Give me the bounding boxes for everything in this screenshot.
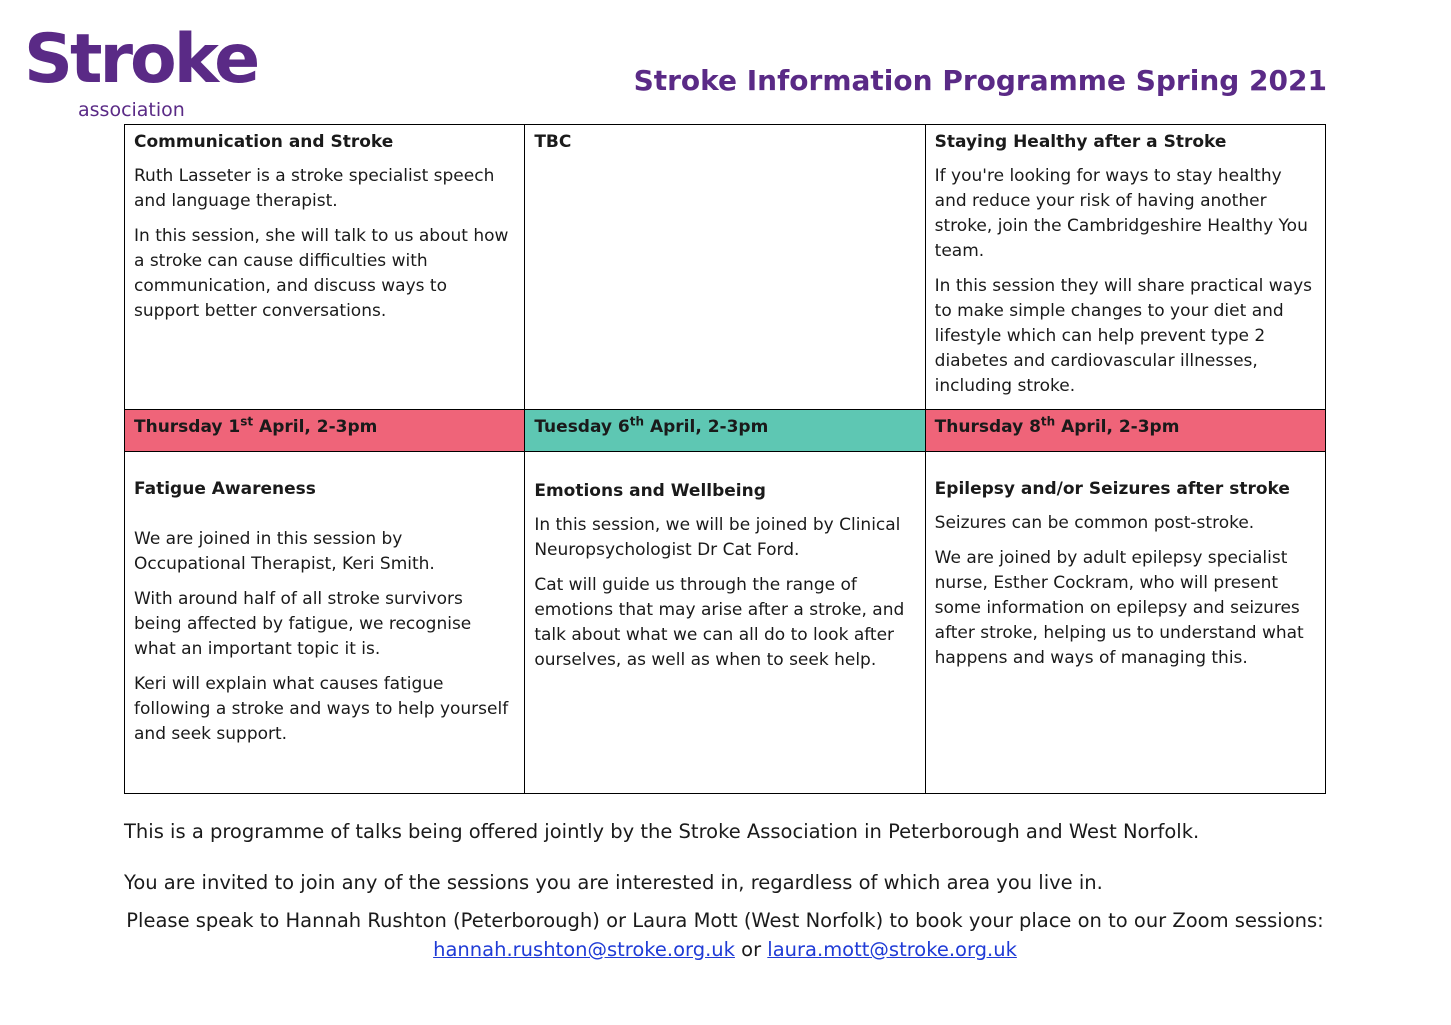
session-text: In this session, she will talk to us about how a stroke can cause difficulties with communication, and discuss ways to support better conversations.	[134, 226, 509, 321]
table-row	[125, 452, 1326, 794]
session-text: Ruth Lasseter is a stroke specialist speech and language therapist.	[134, 166, 495, 211]
logo-wordmark: Stroke	[24, 20, 258, 99]
session-cell-emotions	[525, 452, 925, 794]
stroke-association-logo	[24, 18, 258, 124]
page-title: Stroke Information Programme Spring 2021	[633, 64, 1327, 97]
session-cell-healthy	[925, 125, 1325, 410]
date-cell: Tuesday 6th April, 2-3pm	[525, 410, 925, 452]
session-title: Emotions and Wellbeing	[534, 481, 766, 501]
session-title: Staying Healthy after a Stroke	[934, 132, 1227, 152]
session-text: Keri will explain what causes fatigue following a stroke and ways to help yourself and seek support.	[134, 674, 509, 744]
session-text: In this session they will share practical ways to make simple changes to your diet and lifestyle which can help prevent type 2 diabetes and cardiovascular illnesses, including stroke.	[934, 276, 1313, 396]
session-text: We are joined by adult epilepsy specialist nurse, Esther Cockram, who will present some information on epilepsy and seizures after stroke, helping us to understand what happens and ways of managing this.	[934, 548, 1304, 668]
session-text: With around half of all stroke survivors being affected by fatigue, we recognise what an important topic it is.	[134, 589, 472, 659]
session-cell-communication	[125, 125, 525, 410]
session-title: Epilepsy and/or Seizures after stroke	[934, 479, 1290, 499]
session-title: Communication and Stroke	[134, 132, 394, 152]
session-text: Cat will guide us through the range of emotions that may arise after a stroke, and talk about what we can all do to look after ourselves, as well as when to seek help.	[534, 575, 905, 670]
session-text: In this session, we will be joined by Clinical Neuropsychologist Dr Cat Ford.	[534, 515, 901, 560]
booking-text: Please speak to Hannah Rushton (Peterborough) or Laura Mott (West Norfolk) to book your place on to our Zoom sessions:	[126, 909, 1324, 932]
email-link-laura[interactable]: laura.mott@stroke.org.uk	[767, 938, 1017, 961]
footer-booking	[124, 906, 1326, 964]
session-text: Seizures can be common post-stroke.	[934, 513, 1255, 533]
date-cell: Thursday 1st April, 2-3pm	[125, 410, 525, 452]
session-title: TBC	[534, 132, 572, 152]
footer-intro: This is a programme of talks being offered jointly by the Stroke Association in Peterborough and West Norfolk.	[124, 820, 1200, 843]
table-row	[125, 125, 1326, 410]
session-title: Fatigue Awareness	[134, 479, 316, 499]
session-cell-epilepsy	[925, 452, 1325, 794]
programme-table	[124, 124, 1326, 794]
or-text: or	[734, 938, 768, 961]
session-cell-fatigue	[125, 452, 525, 794]
logo-subtitle: association	[78, 99, 185, 121]
dates-row	[125, 410, 1326, 452]
footer-invite: You are invited to join any of the sessions you are interested in, regardless of which area you live in.	[124, 871, 1103, 894]
date-cell: Thursday 8th April, 2-3pm	[925, 410, 1325, 452]
email-link-hannah[interactable]: hannah.rushton@stroke.org.uk	[433, 938, 735, 961]
session-text: We are joined in this session by Occupational Therapist, Keri Smith.	[134, 529, 435, 574]
session-text: If you're looking for ways to stay healthy and reduce your risk of having another stroke, join the Cambridgeshire Healthy You team.	[934, 166, 1308, 261]
session-cell-tbc	[525, 125, 925, 410]
